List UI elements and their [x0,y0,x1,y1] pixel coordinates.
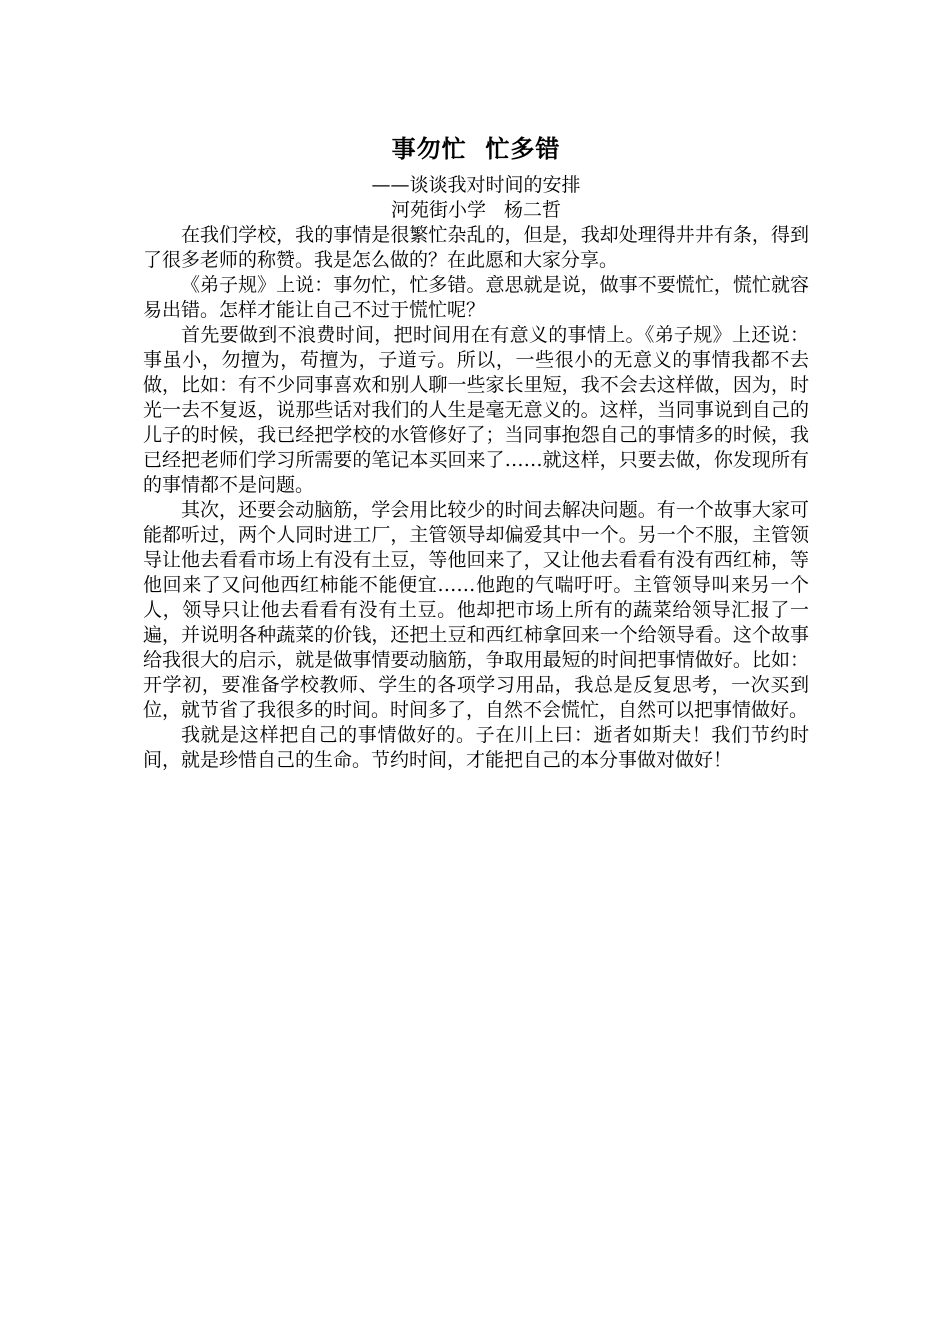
document-title: 事勿忙 忙多错 [391,134,561,163]
document-author: 河苑街小学 杨二哲 [390,199,562,221]
paragraph: 其次，还要会动脑筋，学会用比较少的时间去解决问题。有一个故事大家可能都听过，两个人同时进工厂，主管领导却偏爱其中一个。另一个不服，主管领导让他去看看市场上有没有土豆，等他回来了，又让他去看看有没有西红柿，等他回来了又问他西红柿能不能便宜……他跑的气喘吁吁。主管领导叫来另一个人，领导只让他去看看有没有土豆。他却把市场上所有的蔬菜给领导汇报了一遍，并说明各种蔬菜的价钱，还把土豆和西红柿拿回来一个给领导看。这个故事给我很大的启示，就是做事情要动脑筋，争取用最短的时间把事情做好。比如：开学初，要准备学校教师、学生的各项学习用品，我总是反复思考，一次买到位，就节省了我很多的时间。时间多了，自然不会慌忙，自然可以把事情做好。 [143,499,809,721]
paragraph: 我就是这样把自己的事情做好的。子在川上曰：逝者如斯夫！我们节约时间，就是珍惜自己的生命。节约时间，才能把自己的本分事做对做好！ [143,724,809,771]
document-body [143,223,809,773]
document-page [143,133,809,773]
paragraph: 首先要做到不浪费时间，把时间用在有意义的事情上。《弟子规》上还说：事虽小，勿擅为，苟擅为，子道亏。所以，一些很小的无意义的事情我都不去做，比如：有不少同事喜欢和别人聊一些家长里短，我不会去这样做，因为，时光一去不复返，说那些话对我们的人生是毫无意义的。这样，当同事说到自己的儿子的时候，我已经把学校的水管修好了；当同事抱怨自己的事情多的时候，我已经把老师们学习所需要的笔记本买回来了……就这样，只要去做，你发现所有的事情都不是问题。 [143,324,809,496]
paragraph: 在我们学校，我的事情是很繁忙杂乱的，但是，我却处理得井井有条，得到了很多老师的称赞。我是怎么做的？在此愿和大家分享。 [143,224,809,271]
paragraph: 《弟子规》上说：事勿忙，忙多错。意思就是说，做事不要慌忙，慌忙就容易出错。怎样才能让自己不过于慌忙呢？ [143,274,809,321]
document-subtitle: ——谈谈我对时间的安排 [371,174,581,196]
